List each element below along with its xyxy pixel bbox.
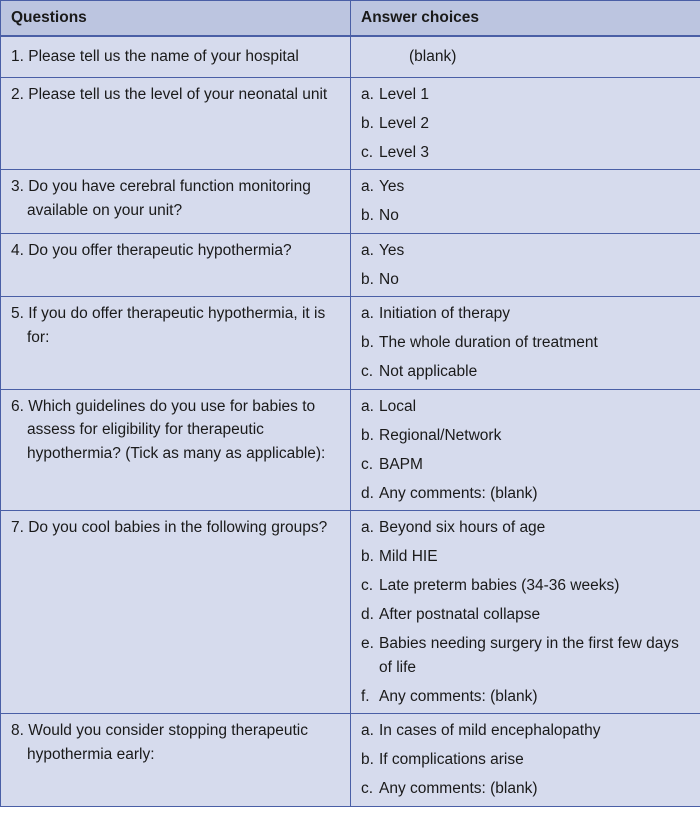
answer-text: In cases of mild encephalopathy (379, 722, 601, 739)
answer-letter: e. (361, 635, 374, 652)
answers-header: Answer choices (351, 1, 700, 37)
question-cell (1, 511, 351, 714)
answer-choice (361, 204, 692, 228)
question-text: 6. Which guidelines do you use for babies to assess for eligibility for therapeutic hypothermia? (Tick as many as applicable): (11, 397, 326, 462)
answer-text: Yes (379, 241, 405, 259)
table-row (1, 714, 700, 807)
answer-letter: a. (361, 241, 374, 259)
question-text: 2. Please tell us the level of your neonatal unit (11, 85, 328, 103)
answer-choice (361, 453, 692, 477)
answer-choice (361, 395, 692, 419)
answer-letter: b. (361, 751, 374, 768)
answer-choice (361, 175, 692, 199)
answer-text: BAPM (379, 455, 423, 473)
answer-text: Yes (379, 178, 405, 195)
answer-choice (361, 424, 692, 448)
answer-text: Mild HIE (379, 548, 438, 565)
answer-letter: c. (361, 577, 374, 594)
question-cell (1, 233, 351, 297)
answer-letter: c. (361, 780, 374, 797)
answer-letter: a. (361, 305, 374, 322)
answer-text: Babies needing surgery in the first few days of life (379, 635, 679, 676)
answer-text: Any comments: (blank) (379, 780, 538, 797)
answer-letter: b. (361, 548, 374, 565)
answer-text: Level 1 (379, 85, 429, 103)
answer-text: No (379, 270, 399, 288)
answer-letter: b. (361, 426, 374, 444)
answer-letter: d. (361, 484, 374, 502)
answer-text: Regional/Network (379, 426, 502, 444)
question-text: 3. Do you have cerebral function monitoring available on your unit? (11, 178, 311, 219)
table-row (1, 170, 700, 234)
answer-text: After postnatal collapse (379, 606, 541, 623)
answer-choice (361, 748, 692, 772)
answer-text: Local (379, 397, 417, 415)
answer-choice (361, 685, 692, 709)
answer-text: No (379, 207, 399, 224)
answer-blank: (blank) (409, 48, 457, 65)
answer-choice (361, 574, 692, 598)
table-row (1, 511, 700, 714)
question-cell (1, 297, 351, 390)
table-row (1, 389, 700, 511)
answer-choice (361, 302, 692, 326)
answer-choice (361, 360, 692, 384)
table-row (1, 36, 700, 77)
question-text: 7. Do you cool babies in the following groups? (11, 519, 328, 536)
answer-letter: a. (361, 397, 374, 415)
answer-letter: a. (361, 85, 374, 103)
question-text: 4. Do you offer therapeutic hypothermia? (11, 241, 292, 259)
answer-choice (361, 516, 692, 540)
answer-cell (351, 511, 700, 714)
question-text: 1. Please tell us the name of your hospital (11, 48, 299, 65)
header-row (1, 1, 700, 37)
answer-text: Any comments: (blank) (379, 484, 538, 502)
answer-choice (361, 83, 692, 107)
question-cell (1, 389, 351, 511)
answer-text: If complications arise (379, 751, 524, 768)
answer-choice (361, 482, 692, 506)
answer-text: Not applicable (379, 363, 478, 380)
answer-choice (361, 141, 692, 165)
answer-cell (351, 233, 700, 297)
answer-text: The whole duration of treatment (379, 334, 598, 351)
answer-letter: a. (361, 722, 374, 739)
answer-choice (361, 719, 692, 743)
answer-letter: b. (361, 334, 374, 351)
answer-choice (361, 268, 692, 292)
answer-choice (361, 331, 692, 355)
answer-choice (361, 777, 692, 801)
questions-header: Questions (1, 1, 351, 37)
answer-choice (361, 239, 692, 263)
answer-text: Late preterm babies (34-36 weeks) (379, 577, 620, 594)
answer-choice (361, 112, 692, 136)
answer-text: Beyond six hours of age (379, 519, 546, 536)
question-cell (1, 170, 351, 234)
question-cell (1, 36, 351, 77)
answer-letter: a. (361, 178, 374, 195)
table-row (1, 297, 700, 390)
question-cell (1, 77, 351, 170)
answer-letter: b. (361, 207, 374, 224)
answer-cell (351, 170, 700, 234)
question-text: 8. Would you consider stopping therapeutic hypothermia early: (11, 722, 308, 763)
answer-cell (351, 389, 700, 511)
answer-letter: b. (361, 270, 374, 288)
answer-cell (351, 714, 700, 807)
answer-text: Level 3 (379, 143, 429, 161)
survey-body (1, 36, 700, 806)
answer-choice (361, 632, 692, 679)
answer-letter: a. (361, 519, 374, 536)
answer-letter: b. (361, 114, 374, 132)
answer-letter: c. (361, 455, 374, 473)
answer-text: Initiation of therapy (379, 305, 510, 322)
answer-cell (351, 297, 700, 390)
answer-letter: d. (361, 606, 374, 623)
answer-cell (351, 36, 700, 77)
answer-letter: c. (361, 143, 374, 161)
answer-text: Any comments: (blank) (379, 687, 538, 705)
question-cell (1, 714, 351, 807)
table-row (1, 77, 700, 170)
table-row (1, 233, 700, 297)
answer-text: Level 2 (379, 114, 429, 132)
question-text: 5. If you do offer therapeutic hypothermia, it is for: (11, 305, 326, 346)
answer-letter: c. (361, 363, 374, 380)
answer-choice (361, 545, 692, 569)
answer-letter: f. (361, 687, 370, 705)
answer-choice (361, 603, 692, 627)
answer-cell (351, 77, 700, 170)
